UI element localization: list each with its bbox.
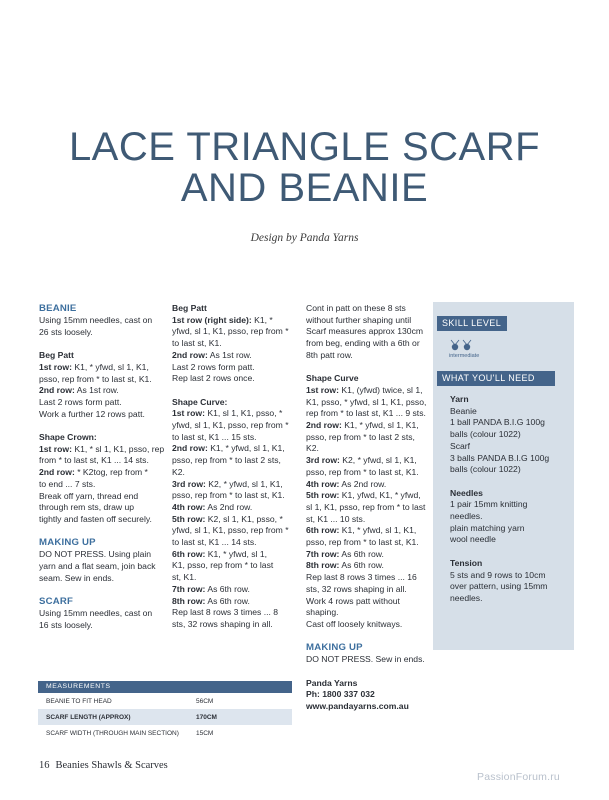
pattern-row xyxy=(172,514,300,526)
row-instruction: psso, rep from * to last st, K1. xyxy=(306,466,419,477)
text-line: www.pandayarns.com.au xyxy=(306,701,409,712)
row-label: 2nd row: xyxy=(39,385,75,396)
row-label: 1st row: xyxy=(39,443,72,454)
pattern-row xyxy=(39,479,166,491)
pattern-row xyxy=(39,374,166,386)
row-label: 5th row: xyxy=(306,490,340,501)
row-label: 1st row: xyxy=(39,361,72,372)
row-label: 2nd row: xyxy=(306,420,342,431)
pattern-row xyxy=(172,549,300,561)
pattern-row xyxy=(172,479,300,491)
needles-list xyxy=(450,499,570,546)
text-line: Scarf measures approx 130cm xyxy=(306,326,424,337)
measurement-label: BEANIE TO FIT HEAD xyxy=(46,697,112,705)
pattern-row xyxy=(39,502,166,514)
row-instruction: yfwd, sl 1, K1, psso, rep from * xyxy=(172,326,289,337)
row-instruction: Cast off loosely knitways. xyxy=(306,618,403,629)
row-instruction: st, K1 ... 10 sts. xyxy=(306,513,366,524)
row-label: 1st row: xyxy=(172,408,205,419)
measurements-rows xyxy=(38,693,292,741)
pattern-row xyxy=(172,315,300,327)
text-line: from beg, ending with a 6th or xyxy=(306,338,420,349)
pattern-row xyxy=(306,596,431,608)
measurement-row xyxy=(38,709,292,725)
row-instruction: As 6th row. xyxy=(205,583,250,594)
subheading-shape-curve-2: Shape Curve xyxy=(306,373,359,384)
pattern-row xyxy=(306,479,431,491)
row-instruction: K2. xyxy=(172,466,185,477)
crown-rows xyxy=(39,444,166,526)
pattern-row xyxy=(172,362,300,374)
text-line: Cont in patt on these 8 sts xyxy=(306,303,406,313)
text-line: over pattern, using 15mm xyxy=(450,581,548,592)
row-label: 7th row: xyxy=(306,548,340,559)
text-line: balls (colour 1022) xyxy=(450,464,521,475)
row-instruction: to last st, K1 ... 15 sts. xyxy=(172,431,257,442)
measurement-value: 170CM xyxy=(196,713,217,721)
pattern-row xyxy=(39,397,166,409)
text-line: wool needle xyxy=(450,534,496,545)
row-label: 4th row: xyxy=(172,501,206,512)
row-instruction: K1, psso, rep from * to last xyxy=(172,560,274,571)
column-3 xyxy=(306,303,431,713)
pattern-row xyxy=(172,467,300,479)
row-instruction: st, K1. xyxy=(172,572,197,583)
text-line: Beanie xyxy=(450,405,477,416)
pattern-row xyxy=(172,350,300,362)
pattern-row xyxy=(306,443,431,455)
title-line-1: LACE TRIANGLE SCARF xyxy=(68,125,541,169)
measurement-label: SCARF LENGTH (APPROX) xyxy=(46,713,131,721)
row-instruction: shaping. xyxy=(306,607,339,618)
pattern-row xyxy=(172,596,300,608)
pattern-row xyxy=(306,502,431,514)
measurement-label: SCARF WIDTH (THROUGH MAIN SECTION) xyxy=(46,729,179,737)
section-heading-scarf: SCARF xyxy=(39,596,74,608)
row-instruction: K1, psso, * yfwd, sl 1, K1, psso, xyxy=(306,396,427,407)
pattern-row xyxy=(306,455,431,467)
measurement-value: 15CM xyxy=(196,729,214,737)
row-instruction: to last st, K1. xyxy=(172,338,222,349)
row-instruction: K1, * yfwd, sl 1, K1, xyxy=(71,361,149,372)
row-instruction: Break off yarn, thread end xyxy=(39,490,139,501)
section-heading-scarf-making-up: MAKING UP xyxy=(306,642,363,654)
row-instruction: K2, * yfwd, sl 1, K1, xyxy=(205,478,283,489)
row-instruction: Rep last 8 rows 3 times ... 8 xyxy=(172,607,279,618)
title-line-2: AND BEANIE xyxy=(180,166,429,210)
pattern-row xyxy=(39,491,166,503)
pattern-row xyxy=(306,397,431,409)
row-instruction: K1, * yfwd, sl 1, K1, xyxy=(207,443,285,454)
pattern-row xyxy=(306,560,431,572)
row-instruction: Rep last 2 rows once. xyxy=(172,373,255,384)
row-label: 3rd row: xyxy=(172,478,206,489)
contact-info xyxy=(306,678,431,713)
curve-rows xyxy=(172,408,300,630)
row-instruction: K2. xyxy=(306,443,319,454)
text-line: Panda Yarns xyxy=(306,677,358,688)
row-instruction: K1, * sl 1, K1, psso, rep xyxy=(71,443,165,454)
pattern-row xyxy=(172,560,300,572)
text-line: Using 15mm needles, cast on xyxy=(39,608,153,619)
continue-text xyxy=(306,303,431,362)
row-instruction: Work 4 rows patt without xyxy=(306,595,400,606)
pattern-row xyxy=(172,432,300,444)
row-instruction: * K2tog, rep from * xyxy=(74,467,148,478)
subheading-scarf-beg-patt: Beg Patt xyxy=(172,303,207,313)
text-line: 26 sts loosely. xyxy=(39,326,93,337)
row-label: 1st row (right side): xyxy=(172,314,252,325)
page-title xyxy=(0,127,609,209)
row-instruction: rep from * to last st, K1 ... 9 sts. xyxy=(306,408,426,419)
row-instruction: K2, * yfwd, sl 1, K1, xyxy=(339,455,417,466)
row-label: 8th row: xyxy=(172,595,206,606)
skill-caption: intermediate xyxy=(449,353,480,359)
pattern-row xyxy=(172,537,300,549)
section-heading-beanie: BEANIE xyxy=(39,303,77,314)
curve-rows-2 xyxy=(306,385,431,631)
text-line: Ph: 1800 337 032 xyxy=(306,689,375,700)
pattern-row xyxy=(39,409,166,421)
pattern-row xyxy=(172,502,300,514)
row-instruction: K1, * xyxy=(251,314,273,325)
pattern-row xyxy=(172,373,300,385)
pattern-row xyxy=(39,385,166,397)
pattern-row xyxy=(306,385,431,397)
pattern-row xyxy=(172,420,300,432)
sidebar-panel xyxy=(433,302,574,650)
designer-byline: Design by Panda Yarns xyxy=(250,232,359,244)
row-instruction: sl 1, K1, psso, rep from * to last xyxy=(306,501,426,512)
tension-text xyxy=(450,570,570,605)
text-line: 5 sts and 9 rows to 10cm xyxy=(450,569,546,580)
beanie-intro xyxy=(39,315,166,338)
page-footer xyxy=(39,760,168,771)
row-instruction: K1, * yfwd, sl 1, xyxy=(205,548,268,559)
row-label: 5th row: xyxy=(172,513,206,524)
row-instruction: K1, sl 1, K1, psso, * xyxy=(204,408,283,419)
text-line: Using 15mm needles, cast on xyxy=(39,315,153,325)
row-instruction: Rep last 8 rows 3 times ... 16 xyxy=(306,572,417,583)
pattern-row xyxy=(172,490,300,502)
pattern-row xyxy=(306,549,431,561)
row-instruction: K1, * yfwd, sl 1, K1, xyxy=(341,420,419,431)
pattern-row xyxy=(306,572,431,584)
pattern-row xyxy=(306,432,431,444)
subheading-beg-patt: Beg Patt xyxy=(39,350,74,361)
pattern-row xyxy=(172,572,300,584)
pattern-row xyxy=(306,490,431,502)
column-2 xyxy=(172,303,300,631)
row-label: 8th row: xyxy=(306,560,340,571)
text-line: needles. xyxy=(450,511,483,522)
subheading-yarn: Yarn xyxy=(450,394,469,404)
pattern-row xyxy=(172,455,300,467)
scarf-pattern-rows xyxy=(172,315,300,385)
row-instruction: through rem sts, draw up xyxy=(39,502,135,513)
row-instruction: tightly and fasten off securely. xyxy=(39,513,152,524)
text-line: 1 ball PANDA B.I.G 100g xyxy=(450,417,545,428)
row-instruction: sts, 32 rows shaping in all. xyxy=(172,618,273,629)
row-instruction: Last 2 rows form patt. xyxy=(39,396,122,407)
pattern-row xyxy=(306,607,431,619)
row-instruction: K1, (yfwd) twice, sl 1, xyxy=(338,384,423,395)
pattern-row xyxy=(39,362,166,374)
row-instruction: Work a further 12 rows patt. xyxy=(39,408,145,419)
pattern-row xyxy=(306,619,431,631)
row-instruction: As 6th row. xyxy=(205,595,250,606)
subheading-needles: Needles xyxy=(450,487,483,498)
row-instruction: psso, rep from * to last st, K1. xyxy=(306,537,419,548)
pattern-row xyxy=(172,607,300,619)
pattern-row xyxy=(172,619,300,631)
pattern-row xyxy=(306,537,431,549)
beanie-pattern-rows xyxy=(39,362,166,421)
row-instruction: As 1st row. xyxy=(207,349,252,360)
text-line: plain matching yarn xyxy=(450,522,525,533)
pattern-row xyxy=(306,408,431,420)
pattern-row xyxy=(172,408,300,420)
pattern-row xyxy=(306,525,431,537)
measurements-header: MEASUREMENTS xyxy=(38,681,292,693)
row-label: 6th row: xyxy=(172,548,206,559)
subheading-shape-curve: Shape Curve: xyxy=(172,396,228,407)
pattern-row xyxy=(306,514,431,526)
subheading-shape-crown: Shape Crown: xyxy=(39,432,97,442)
row-instruction: As 2nd row. xyxy=(339,478,387,489)
pattern-row xyxy=(306,584,431,596)
text-line: 8th patt row. xyxy=(306,349,353,360)
row-instruction: K1, * yfwd, sl 1, K1, xyxy=(339,525,417,536)
scarf-intro xyxy=(39,608,166,631)
row-instruction: As 1st row. xyxy=(74,385,119,396)
pattern-row xyxy=(172,338,300,350)
text-line: Scarf xyxy=(450,440,471,451)
measurement-row xyxy=(38,725,292,741)
materials-list xyxy=(450,394,570,605)
text-line: seam. Sew in ends. xyxy=(39,572,114,583)
row-instruction: psso, rep from * to last st, K1. xyxy=(39,373,152,384)
pattern-row xyxy=(39,514,166,526)
pattern-row xyxy=(306,467,431,479)
row-label: 7th row: xyxy=(172,583,206,594)
row-instruction: As 6th row. xyxy=(339,548,384,559)
row-instruction: As 6th row. xyxy=(339,560,384,571)
beanie-making-up-text xyxy=(39,549,166,584)
page-number: 16 xyxy=(39,760,50,771)
row-label: 4th row: xyxy=(306,478,340,489)
row-label: 6th row: xyxy=(306,525,340,536)
row-label: 2nd row: xyxy=(172,349,208,360)
row-label: 1st row: xyxy=(306,384,339,395)
text-line: 3 balls PANDA B.I.G 100g xyxy=(450,452,550,463)
row-instruction: psso, rep from * to last st, K1. xyxy=(172,490,285,501)
measurement-value: 56CM xyxy=(196,697,214,705)
column-1 xyxy=(39,303,166,632)
row-instruction: from * to last st, K1 ... 14 sts. xyxy=(39,455,149,466)
row-label: 2nd row: xyxy=(172,443,208,454)
row-instruction: As 2nd row. xyxy=(205,501,253,512)
text-line: needles. xyxy=(450,592,483,603)
what-you-need-label: WHAT YOU'LL NEED xyxy=(437,371,555,386)
pattern-row xyxy=(306,420,431,432)
row-instruction: psso, rep from * to last 2 sts, xyxy=(306,431,415,442)
pattern-row xyxy=(172,584,300,596)
pattern-row xyxy=(39,467,166,479)
row-instruction: yfwd, sl 1, K1, psso, rep from * xyxy=(172,525,289,536)
row-instruction: yfwd, sl 1, K1, psso, rep from * xyxy=(172,420,289,431)
text-line: DO NOT PRESS. Using plain xyxy=(39,549,152,560)
text-line: 16 sts loosely. xyxy=(39,619,93,630)
scarf-making-up-text: DO NOT PRESS. Sew in ends. xyxy=(306,654,425,665)
pattern-row xyxy=(172,525,300,537)
text-line: without further shaping until xyxy=(306,314,412,325)
text-line: balls (colour 1022) xyxy=(450,429,521,440)
publication-name: Beanies Shawls & Scarves xyxy=(55,760,168,771)
measurement-row xyxy=(38,693,292,709)
pattern-row xyxy=(39,455,166,467)
pattern-row xyxy=(172,443,300,455)
skill-level-label: SKILL LEVEL xyxy=(437,316,507,331)
row-instruction: K1, yfwd, K1, * yfwd, xyxy=(339,490,421,501)
row-instruction: to end ... 7 sts. xyxy=(39,478,96,489)
yarn-skein-icon xyxy=(449,339,475,351)
watermark: PassionForum.ru xyxy=(477,771,560,783)
row-label: 2nd row: xyxy=(39,467,75,478)
row-instruction: to last st, K1 ... 14 sts. xyxy=(172,537,257,548)
section-heading-making-up: MAKING UP xyxy=(39,537,96,549)
row-instruction: psso, rep from * to last 2 sts, xyxy=(172,455,281,466)
measurements-table xyxy=(38,681,292,741)
row-label: 3rd row: xyxy=(306,455,340,466)
pattern-row xyxy=(39,444,166,456)
text-line: 1 pair 15mm knitting xyxy=(450,499,528,510)
yarn-list xyxy=(450,406,570,476)
row-instruction: Last 2 rows form patt. xyxy=(172,361,255,372)
text-line: yarn and a flat seam, join back xyxy=(39,561,156,572)
pattern-row xyxy=(172,326,300,338)
row-instruction: K2, sl 1, K1, psso, * xyxy=(205,513,283,524)
row-instruction: sts, 32 rows shaping in all. xyxy=(306,583,407,594)
subheading-tension: Tension xyxy=(450,557,483,568)
